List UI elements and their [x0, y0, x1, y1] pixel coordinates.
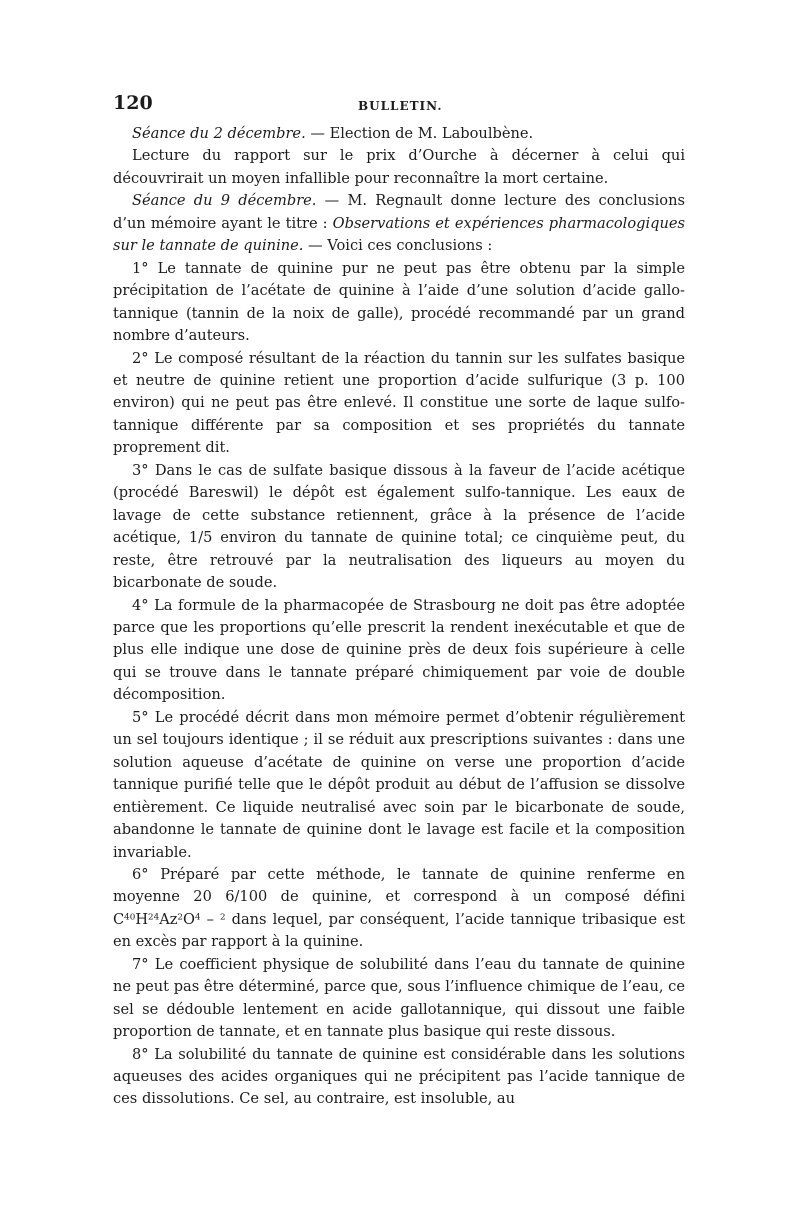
formula-index: 2 [177, 912, 183, 923]
formula-index: 2 [219, 912, 226, 923]
conclusion-text: Préparé par cette méthode, le tannate de quinine renferme en moyenne 20 6/100 de quinine, et correspond à un composé défini [113, 865, 685, 906]
conclusion-7 [113, 954, 685, 1044]
conclusion-number: 2° [132, 349, 149, 367]
conclusion-number: 1° [132, 259, 149, 277]
paragraph-ourche-prize [113, 145, 685, 190]
paragraph-text: Lecture du rapport sur le prix d’Ourche à décerner à celui qui découvrirait un moyen infallible pour reconnaître la mort certaine. [113, 147, 685, 187]
conclusion-text: Le coefficient physique de solubilité dans l’eau du tannate de quinine ne peut pas être déterminé, parce que, sous l’influence chimique de l’eau, ce sel se dédouble lentement en acide gallotannique, qui dissout une faible proportion de tannate, et en tannate plus basique qui reste dissous. [113, 955, 685, 1041]
paragraph-session-2-december [113, 123, 685, 145]
session-date: Séance du 9 décembre. [132, 192, 317, 210]
conclusion-8 [113, 1044, 685, 1111]
conclusion-text: La solubilité du tannate de quinine est considérable dans les solutions aqueuses des acides organiques qui ne précipitent pas l’acide tannique de ces dissolutions. Ce sel, au contraire, est insoluble, au [113, 1045, 685, 1108]
conclusion-number: 8° [132, 1045, 149, 1063]
paragraph-session-9-december [113, 190, 685, 257]
conclusion-text: Le procédé décrit dans mon mémoire permet d’obtenir régulièrement un sel toujours identique ; il se réduit aux prescriptions suivantes : dans une solution aqueuse d’acétate de quinine on verse une proportion d’acide tannique purifié telle que le dépôt produit au début de l’affusion se dissolve entièrement. Ce liquide neutralisé avec soin par le bicarbonate de soude, abandonne le tannate de quinine dont le lavage est facile et la composition invariable. [113, 708, 685, 861]
formula-element: C [113, 910, 125, 928]
conclusion-5 [113, 707, 685, 864]
formula-element: O [183, 910, 195, 928]
paragraph-text: — M. Regnault donne lecture des conclusions d’un mémoire ayant le titre : [113, 192, 685, 232]
conclusion-1 [113, 258, 685, 348]
chemical-formula [113, 911, 226, 928]
conclusion-text: Le composé résultant de la réaction du tannin sur les sulfates basique et neutre de quinine retient une proportion d’acide sulfurique (3 p. 100 environ) qui ne peut pas être enlevé. Il constitue une sorte de laque sulfo-tannique différente par sa composition et ses propriétés du tannate proprement dit. [113, 349, 685, 457]
formula-operator: – [200, 910, 220, 928]
conclusion-number: 7° [132, 955, 149, 973]
formula-index: 40 [124, 912, 136, 923]
paragraph-text: — Election de M. Laboulbène. [305, 125, 534, 142]
conclusion-number: 3° [132, 461, 149, 479]
conclusion-3 [113, 460, 685, 595]
paragraph-text: — Voici ces conclusions : [303, 237, 493, 255]
body-text [113, 123, 685, 1111]
conclusion-text: Dans le cas de sulfate basique dissous à la faveur de l’acide acétique (procédé Bareswil) le dépôt est également sulfo-tannique. Les eaux de lavage de cette substance retiennent, grâce à la présence de l’acide acétique, 1/5 environ du tannate de quinine total; ce cinquième peut, du reste, être retrouvé par la neutralisation des liqueurs au moyen du bicarbonate de soude. [113, 461, 685, 592]
book-page [113, 88, 685, 1111]
conclusion-text: La formule de la pharmacopée de Strasbourg ne doit pas être adoptée parce que les proportions qu’elle prescrit la rendent inexécutable et que de plus elle indique une dose de quinine près de deux fois supérieure à celle qui se trouve dans le tannate préparé chimiquement par voie de double décomposition. [113, 596, 685, 704]
conclusion-text: dans lequel, par conséquent, l’acide tannique tribasique est en excès par rapport à la quinine. [113, 910, 686, 951]
formula-index: 4 [194, 912, 201, 923]
session-date: Séance du 2 décembre. [132, 125, 306, 142]
conclusion-text: Le tannate de quinine pur ne peut pas être obtenu par la simple précipitation de l’acétate de quinine à l’aide d’une solution d’acide gallo-tannique (tannin de la noix de galle), procédé recommandé par un grand nombre d’auteurs. [113, 259, 685, 345]
formula-index: 24 [148, 912, 160, 923]
page-number: 120 [113, 92, 153, 114]
conclusion-4 [113, 595, 685, 707]
conclusion-6 [113, 864, 685, 954]
formula-element: H [135, 910, 149, 928]
memoir-title: Observations et expériences pharmacologiques sur le tannate de quinine. [113, 214, 685, 255]
page-header [113, 88, 685, 122]
running-head: BULLETIN. [358, 99, 443, 113]
formula-element: Az [159, 910, 178, 928]
conclusion-2 [113, 348, 685, 460]
conclusion-number: 4° [132, 596, 149, 614]
conclusion-number: 6° [132, 865, 149, 883]
conclusion-number: 5° [132, 708, 149, 726]
